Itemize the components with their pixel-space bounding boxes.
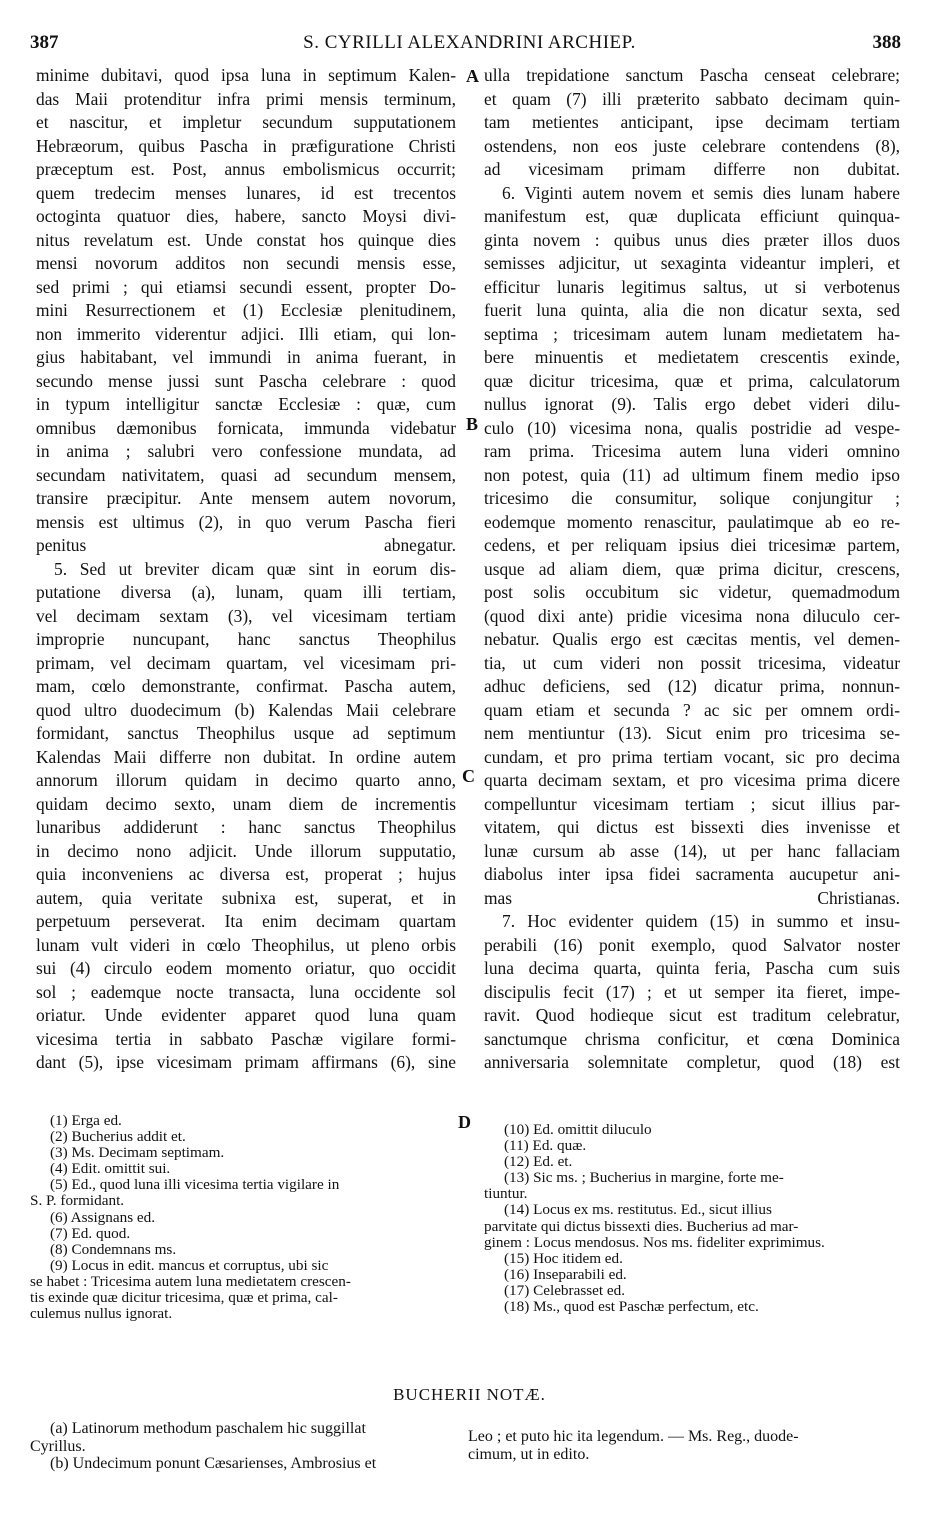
text-line: (14) Locus ex ms. restitutus. Ed., sicut illius — [504, 1201, 772, 1219]
text-line: fuerit luna quinta, alia die non dicatur sexta, sed — [484, 300, 900, 320]
text-line: sui (4) circulo eodem momento oriatur, quo occidit — [36, 958, 456, 978]
text-line: sanctumque chrisma conficitur, et cœna Dominica — [484, 1028, 900, 1049]
text-line: tricesimo die consumitur, solique conjungitur ; — [484, 488, 900, 508]
text-line: mini Resurrectionem et (1) Ecclesiæ plenitudinem, — [36, 300, 456, 320]
text-line: diabolus inter ipsa fidei sacramenta aucupetur ani- — [484, 864, 900, 884]
text-line: non potest, quia (11) ad ultimum finem medio ipso — [484, 464, 900, 485]
text-line: oriatur. Unde evidenter apparet quod luna quam — [36, 1005, 456, 1025]
text-line: (10) Ed. omittit diluculo — [504, 1121, 652, 1138]
text-line: improprie nuncupant, hanc sanctus Theophilus — [36, 629, 456, 649]
text-line: (6) Assignans ed. — [50, 1208, 156, 1226]
text-line: lunaribus addiderunt : hanc sanctus Theophilus — [36, 817, 456, 837]
text-line: sol ; eademque nocte transacta, luna occidente sol — [36, 981, 456, 1002]
text-line: 5. Sed ut breviter dicam quæ sint in eorum dis- — [54, 558, 456, 579]
text-line: 7. Hoc evidenter quidem (15) in summo et insu- — [502, 911, 900, 931]
margin-letter-b: B — [466, 414, 479, 434]
text-line: parvitate qui dictus bissexti dies. Bucherius ad mar- — [484, 1217, 799, 1235]
text-line: mensis est ultimus (2), in quo verum Pascha fieri — [36, 511, 456, 532]
text-line: (9) Locus in edit. mancus et corruptus, ubi sic — [50, 1256, 329, 1274]
text-line: discipulis fecit (17) ; et ut semper ita fieret, impe- — [484, 981, 900, 1002]
text-line: ram prima. Tricesima autem luna videri omnino — [484, 441, 900, 461]
text-line: omnibus dæmonibus fornicata, immunda videbatur — [36, 417, 456, 438]
text-line: usque ad aliam diem, quæ prima dicitur, crescens, — [484, 558, 900, 579]
text-line: ostendens, non eos juste celebrare contendens (8), — [484, 135, 900, 156]
text-line: mam, cœlo demonstrante, confirmat. Pascha autem, — [36, 676, 456, 696]
page-number-right: 388 — [872, 32, 901, 53]
page-number-left: 387 — [30, 32, 59, 53]
text-line: septima ; tricesimam autem lunam medietatem ha- — [484, 323, 900, 344]
text-line: vicesima tertia in sabbato Paschæ vigilare formi- — [36, 1028, 456, 1049]
text-line: quia inconveniens ac diversa est, properat ; hujus — [36, 864, 456, 884]
text-line: transire præcipitur. Ante mensem autem novorum, — [36, 488, 456, 508]
text-line: se habet : Tricesima autem luna medietatem crescen- — [30, 1272, 351, 1290]
text-line: tia, ut cum videri non possit tricesima, videatur — [484, 652, 900, 673]
text-line: (15) Hoc itidem ed. — [504, 1249, 623, 1267]
text-line: (3) Ms. Decimam septimam. — [50, 1144, 225, 1162]
text-line: adhuc deficiens, sed (12) dicatur prima, nonnun- — [484, 676, 900, 696]
footnotes-right — [484, 1122, 904, 1315]
text-line: (4) Edit. omittit sui. — [50, 1160, 171, 1178]
text-line: Leo ; et puto hic ita legendum. — Ms. Reg., duode- — [468, 1428, 799, 1445]
notes-left — [30, 1420, 450, 1473]
text-line: Cyrillus. — [30, 1437, 86, 1455]
notes-title: BUCHERII NOTÆ. — [393, 1385, 546, 1404]
text-line: (a) Latinorum methodum paschalem hic suggillat — [50, 1420, 366, 1437]
text-line: nebatur. Qualis ergo est cæcitas mentis, vel demen- — [484, 629, 900, 649]
text-line: (1) Erga ed. — [50, 1112, 122, 1129]
text-line: quam etiam et secunda ? ac sic per omnem ordi- — [484, 699, 900, 720]
text-line: secundam nativitatem, quasi ad secundum mensem, — [36, 464, 456, 485]
text-line: cimum, ut in edito. — [468, 1445, 590, 1463]
text-line: cedens, et per reliquam ipsius diei tricesimæ partem, — [484, 535, 900, 555]
text-line: in typum intelligitur sanctæ Ecclesiæ : quæ, cum — [36, 394, 456, 414]
text-line: manifestum est, quæ duplicata efficiunt quinqua- — [484, 206, 900, 226]
text-line: anniversaria solemnitate completur, quod (18) est — [484, 1052, 900, 1072]
text-line: in anima ; salubri vero confessione mundata, ad — [36, 441, 456, 461]
text-line: tis exinde quæ dicitur tricesima, quæ et prima, cal- — [30, 1289, 338, 1307]
text-line: (5) Ed., quod luna illi vicesima tertia vigilare in — [50, 1176, 340, 1194]
text-line: vel decimam sextam (3), vel vicesimam tertiam — [36, 605, 456, 626]
text-line: ravit. Quod hodieque sicut est traditum celebratur, — [484, 1005, 900, 1025]
text-line: perabili (16) ponit exemplo, quod Salvator noster — [484, 934, 900, 955]
text-line: primam, vel decimam quartam, vel vicesimam pri- — [36, 652, 456, 673]
text-line: bere minuentis et medietatem crescentis exinde, — [484, 347, 900, 367]
text-line: putatione diversa (a), lunam, quam illi tertiam, — [36, 582, 456, 602]
text-line: (11) Ed. quæ. — [504, 1137, 587, 1155]
text-line: quem tredecim menses lunares, id est trecentos — [36, 182, 456, 203]
text-line: quidam decimo sexto, unam diem de incrementis — [36, 793, 456, 814]
text-line: præceptum est. Post, annus embolismicus occurrit; — [36, 159, 456, 179]
text-line: et nascitur, et impletur secundum supputationem — [36, 112, 456, 132]
margin-letter-d: D — [458, 1112, 471, 1132]
left-text-column — [36, 64, 456, 1075]
text-line: (16) Inseparabili ed. — [504, 1265, 627, 1283]
text-line: ginta novem : quibus unus dies præter illos duos — [484, 229, 900, 250]
text-line: quæ dicitur tricesima, quæ et prima, calculatorum — [484, 370, 900, 391]
text-line: compelluntur vicesimam tertiam ; sicut illius par- — [484, 793, 900, 814]
page-header — [0, 0, 939, 58]
text-line: luna decima quarta, quinta feria, Pascha cum suis — [484, 958, 900, 978]
text-line: (quod dixi ante) pridie vicesima nona diluculo cer- — [484, 605, 900, 626]
footnotes-left — [30, 1113, 460, 1322]
text-line: tiuntur. — [484, 1185, 528, 1203]
text-line: Kalendas Maii differre non dubitat. In ordine autem — [36, 746, 456, 767]
text-line: ulla trepidatione sanctum Pascha censeat celebrare; — [484, 65, 900, 85]
text-line: das Maii protenditur infra primi mensis terminum, — [36, 88, 456, 109]
text-line: culo (10) vicesima nona, qualis postridie ad vespe- — [484, 417, 900, 438]
text-line: eodemque momento renascitur, paulatimque ab eo re- — [484, 511, 900, 532]
text-line: (12) Ed. et. — [504, 1153, 573, 1171]
text-line: octoginta quatuor dies, habere, sancto Moysi divi- — [36, 206, 456, 226]
text-line: autem, quia veritate subnixa est, superat, et in — [36, 887, 456, 908]
text-line: nullus ignorat (9). Talis ergo debet videri dilu- — [484, 394, 900, 414]
text-line: dant (5), ipse vicesimam primam affirmans (6), sine — [36, 1052, 456, 1072]
text-line: nem mentiuntur (13). Sicut enim pro tricesima se- — [484, 723, 900, 743]
text-line: (17) Celebrasset ed. — [504, 1281, 626, 1299]
text-line: cundam, et pro prima tertiam vocant, sic pro decima — [484, 746, 900, 767]
text-line: efficitur lunaris legitimus saltus, ut si verbotenus — [484, 276, 900, 297]
text-line: mensi novorum additos non secundi mensis esse, — [36, 253, 456, 273]
text-line: annorum illorum quidam in decimo quarto anno, — [36, 770, 456, 790]
margin-letter-c: C — [462, 766, 475, 786]
text-line: vitatem, qui dictus est bissexti dies invenisse et — [484, 817, 900, 837]
text-line: 6. Viginti autem novem et semis dies lunam habere — [502, 182, 900, 203]
text-line: formidant, sanctus Theophilus usque ad septimum — [36, 723, 456, 743]
text-line: penitus abnegatur. — [36, 535, 456, 555]
text-line: post solis occubitum sic videtur, quemadmodum — [484, 582, 900, 602]
text-line: semisses adjicitur, ut sexaginta videantur impleri, et — [484, 253, 900, 273]
text-line: secundo mense jussi sunt Pascha celebrare : quod — [36, 370, 456, 391]
text-line: tam metientes anticipant, ipse decimam tertiam — [484, 112, 900, 132]
text-line: non immerito viderentur adjici. Illi etiam, qui lon- — [36, 323, 456, 344]
notes-right — [468, 1428, 898, 1463]
running-title: S. CYRILLI ALEXANDRINI ARCHIEP. — [303, 32, 636, 53]
text-line: S. P. formidant. — [30, 1192, 125, 1210]
text-line: quarta decimam sextam, et pro vicesima prima dicere — [484, 770, 900, 790]
text-line: (8) Condemnans ms. — [50, 1240, 177, 1258]
text-line: nitus revelatum est. Unde constat hos quinque dies — [36, 229, 456, 250]
text-line: in decimo nono adjicit. Unde illorum supputatio, — [36, 840, 456, 861]
text-line: culemus nullus ignorat. — [30, 1305, 173, 1323]
text-line: (2) Bucherius addit et. — [50, 1128, 186, 1146]
text-line: (18) Ms., quod est Paschæ perfectum, etc. — [504, 1298, 759, 1316]
text-line: lunæ cursum ab asse (14), ut per hanc fallaciam — [484, 840, 900, 861]
text-line: lunam vult videri in cœlo Theophilus, ut pleno orbis — [36, 934, 456, 955]
text-line: quod ultro duodecimum (b) Kalendas Maii celebrare — [36, 699, 456, 720]
text-line: Hebræorum, quibus Pascha in præfiguratione Christi — [36, 135, 456, 156]
text-line: mas Christianas. — [484, 887, 900, 908]
text-line: minime dubitavi, quod ipsa luna in septimum Kalen- — [36, 65, 456, 85]
margin-letter-a: A — [466, 66, 479, 86]
text-line: ad vicesimam primam differre non dubitat. — [484, 159, 900, 179]
text-line: gius habitabant, vel immundi in anima fuerant, in — [36, 347, 456, 367]
text-line: (13) Sic ms. ; Bucherius in margine, forte me- — [504, 1169, 784, 1187]
text-line: (7) Ed. quod. — [50, 1224, 131, 1242]
text-line: et quam (7) illi præterito sabbato decimam quin- — [484, 88, 900, 109]
text-line: perpetuum perseverat. Ita enim decimam quartam — [36, 911, 456, 931]
text-line: sed primi ; qui etiamsi secundi essent, propter Do- — [36, 276, 456, 297]
right-text-column — [484, 64, 900, 1075]
text-line: ginem : Locus mendosus. Nos ms. fideliter exprimimus. — [484, 1233, 825, 1251]
text-line: (b) Undecimum ponunt Cæsarienses, Ambrosius et — [50, 1455, 377, 1473]
